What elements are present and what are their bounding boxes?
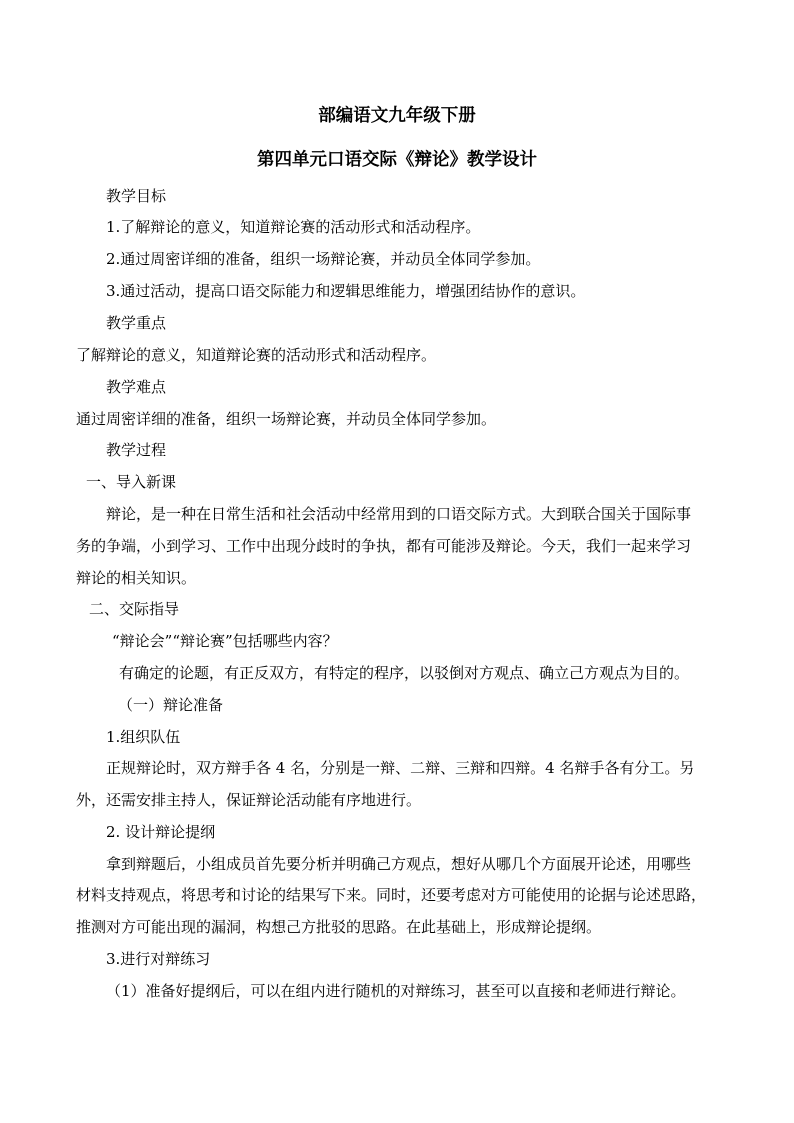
- subsection-heading: 一、导入新课: [86, 473, 177, 491]
- paragraph-line: 1.了解辩论的意义，知道辩论赛的活动形式和活动程序。: [106, 218, 481, 236]
- paragraph-line: 推测对方可能出现的漏洞，构想己方批驳的思路。在此基础上，形成辩论提纲。: [76, 918, 602, 936]
- section-heading-objectives: 教学目标: [106, 187, 167, 205]
- item-heading: 1.组织队伍: [106, 728, 181, 746]
- item-heading: 2. 设计辩论提纲: [106, 823, 216, 841]
- subsection-heading: （一）辩论准备: [118, 696, 224, 714]
- section-heading-process: 教学过程: [106, 441, 167, 459]
- paragraph-line: 辩论的相关知识。: [76, 569, 197, 587]
- paragraph-line: 2.通过周密详细的准备，组织一场辩论赛，并动员全体同学参加。: [106, 250, 541, 268]
- paragraph-line: 务的争端，小到学习、工作中出现分歧时的争执，都有可能涉及辩论。今天，我们一起来学习: [76, 537, 692, 555]
- document-title: 部编语文九年级下册: [318, 106, 476, 126]
- paragraph-line: （1）准备好提纲后，可以在组内进行随机的对辩练习，甚至可以直接和老师进行辩论。: [106, 982, 686, 1000]
- paragraph-line: 拿到辩题后，小组成员首先要分析并明确己方观点，想好从哪几个方面展开论述，用哪些: [106, 855, 692, 873]
- paragraph-line: 外，还需安排主持人，保证辩论活动能有序地进行。: [76, 791, 422, 809]
- section-heading-difficulties: 教学难点: [106, 378, 167, 396]
- paragraph-line: 材料支持观点，将思考和讨论的结果写下来。同时，还要考虑对方可能使用的论据与论述思路，: [76, 886, 707, 904]
- paragraph-line: 有确定的论题，有正反双方，有特定的程序，以驳倒对方观点、确立己方观点为目的。: [119, 664, 690, 682]
- item-heading: 3.进行对辩练习: [106, 950, 211, 968]
- paragraph-line: 了解辩论的意义，知道辩论赛的活动形式和活动程序。: [76, 346, 437, 364]
- paragraph-line: 3.通过活动，提高口语交际能力和逻辑思维能力，增强团结协作的意识。: [106, 282, 586, 300]
- paragraph-line: 通过周密详细的准备，组织一场辩论赛，并动员全体同学参加。: [76, 410, 497, 428]
- document-subtitle: 第四单元口语交际《辩论》教学设计: [257, 150, 537, 170]
- section-heading-key-points: 教学重点: [106, 314, 167, 332]
- paragraph-line: “辩论会”“辩论赛”包括哪些内容？: [112, 632, 338, 650]
- paragraph-line: 辩论，是一种在日常生活和社会活动中经常用到的口语交际方式。大到联合国关于国际事: [106, 505, 692, 523]
- subsection-heading: 二、交际指导: [89, 600, 180, 618]
- paragraph-line: 正规辩论时，双方辩手各 4 名，分别是一辩、二辩、三辩和四辩。4 名辩手各有分工。另: [106, 759, 695, 777]
